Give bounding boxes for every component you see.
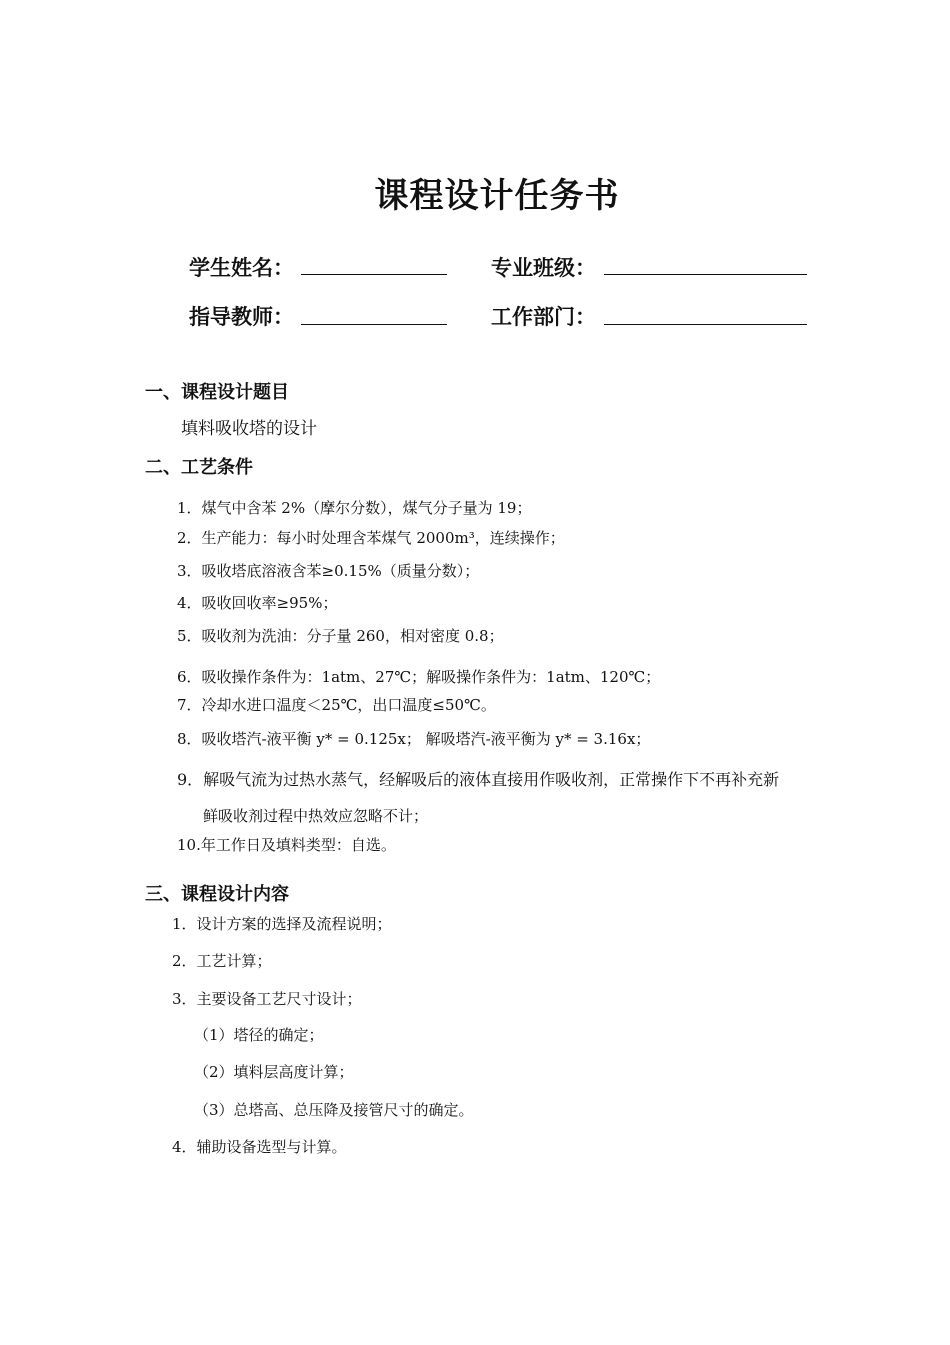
major-class-blank xyxy=(604,274,807,275)
condition-item: 4．吸收回收率≥95%； xyxy=(177,594,338,612)
department-blank xyxy=(604,324,807,325)
content-item: 2．工艺计算； xyxy=(172,952,272,970)
department-label: 工作部门： xyxy=(491,305,596,329)
student-name-blank xyxy=(301,274,447,275)
condition-item: 6．吸收操作条件为：1atm、27℃；解吸操作条件为：1atm、120℃； xyxy=(177,668,661,686)
content-subitem: （3）总塔高、总压降及接管尺寸的确定。 xyxy=(194,1101,474,1119)
content-subitem: （1）塔径的确定； xyxy=(194,1026,324,1044)
section-heading-conditions: 二、工艺条件 xyxy=(145,457,253,478)
condition-item-continued: 鲜吸收剂过程中热效应忽略不计； xyxy=(203,807,429,825)
content-subitem: （2）填料层高度计算； xyxy=(194,1063,354,1081)
content-item: 4．辅助设备选型与计算。 xyxy=(172,1138,347,1156)
content-item: 1．设计方案的选择及流程说明； xyxy=(172,915,392,933)
condition-item: 1．煤气中含苯 2%（摩尔分数），煤气分子量为 19； xyxy=(177,499,532,517)
condition-item: 9．解吸气流为过热水蒸气，经解吸后的液体直接用作吸收剂，正常操作下不再补充新 xyxy=(177,770,780,789)
advisor-blank xyxy=(301,324,447,325)
condition-item: 5．吸收剂为洗油：分子量 260，相对密度 0.8； xyxy=(177,627,504,645)
condition-item: 7．冷却水进口温度＜25℃，出口温度≤50℃。 xyxy=(177,696,496,714)
condition-item: 8．吸收塔汽-液平衡 y* = 0.125x； 解吸塔汽-液平衡为 y* = 3.16x； xyxy=(177,730,651,748)
section-heading-content: 三、课程设计内容 xyxy=(145,884,289,905)
document-title: 课程设计任务书 xyxy=(374,176,620,216)
condition-item: 2．生产能力：每小时处理含苯煤气 2000m³，连续操作； xyxy=(177,529,565,547)
student-name-label: 学生姓名： xyxy=(189,256,294,280)
design-topic: 填料吸收塔的设计 xyxy=(181,419,317,439)
major-class-label: 专业班级： xyxy=(491,256,596,280)
condition-item: 10.年工作日及填料类型：自选。 xyxy=(177,836,396,854)
content-item: 3．主要设备工艺尺寸设计； xyxy=(172,990,362,1008)
condition-item: 3．吸收塔底溶液含苯≥0.15%（质量分数）； xyxy=(177,562,480,580)
section-heading-topic: 一、课程设计题目 xyxy=(145,382,289,403)
advisor-label: 指导教师： xyxy=(189,305,294,329)
